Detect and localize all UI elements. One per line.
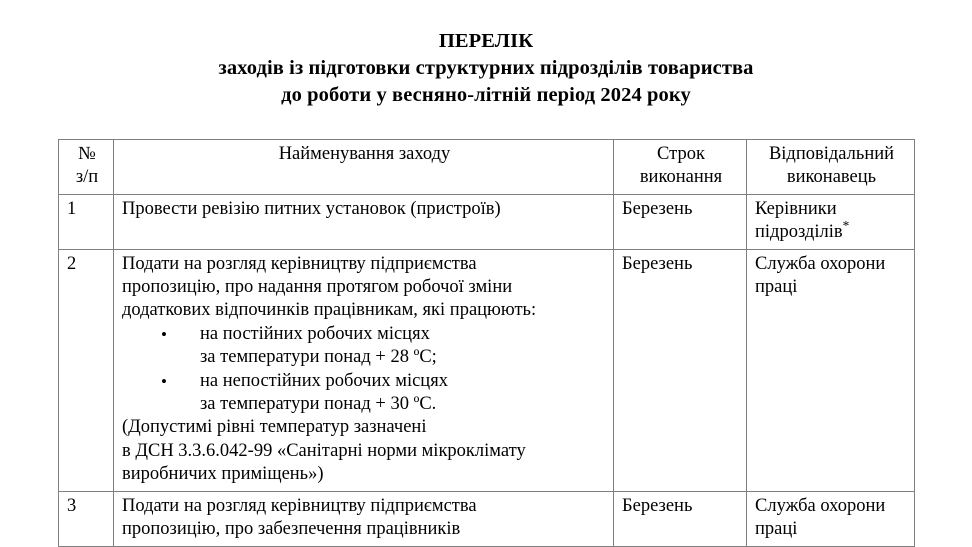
table-body: [59, 194, 915, 546]
responsible-line2-text: підрозділів: [755, 222, 843, 243]
title-line-2: заходів із підготовки структурних підрозділів товариства: [218, 57, 754, 79]
row-responsible: [747, 491, 915, 546]
bullet-line2: за температури понад + 30 ºC.: [200, 394, 437, 415]
column-header-name: [114, 140, 614, 195]
title-line-1: ПЕРЕЛІК: [438, 30, 534, 52]
row-number: 1: [59, 194, 114, 249]
row-measure-name: [114, 194, 614, 249]
measure-note-line: виробничих приміщень»): [122, 464, 324, 485]
table-header: [59, 140, 915, 195]
list-item: [122, 370, 607, 417]
responsible-line2: [755, 218, 908, 244]
row-measure-name: [114, 491, 614, 546]
table-header-row: [59, 140, 915, 195]
measure-text-line: пропозицію, про надання протягом робочої зміни: [122, 277, 513, 298]
row-number: 2: [59, 249, 114, 491]
document-title: [0, 0, 972, 109]
row-measure-name: [114, 249, 614, 491]
footnote-asterisk: *: [842, 218, 850, 234]
responsible-line1: Служба охорони: [755, 495, 886, 516]
measure-text-line: Подати на розгляд керівництву підприємства: [122, 253, 477, 274]
row-responsible: [747, 249, 915, 491]
column-header-responsible: [747, 140, 915, 195]
measures-table: [58, 139, 915, 547]
column-header-term-line1: Строк: [657, 144, 705, 164]
bullet-point-icon: •: [161, 324, 167, 344]
list-item: [122, 323, 607, 370]
responsible-line2: праці: [755, 277, 798, 298]
measure-note-line: (Допустимі рівні температур зазначені: [122, 417, 427, 438]
column-header-responsible-line1: Відповідальний: [768, 144, 895, 164]
bullet-line2: за температури понад + 28 ºC;: [200, 347, 437, 368]
measure-text-line: Подати на розгляд керівництву підприємства: [122, 495, 477, 516]
row-responsible: [747, 194, 915, 249]
row-number: 3: [59, 491, 114, 546]
column-header-number: [59, 140, 114, 195]
table-row: [59, 249, 915, 491]
measure-text-line: додаткових відпочинків працівникам, які працюють:: [122, 300, 537, 321]
row-term: Березень: [614, 491, 747, 546]
row-term: Березень: [614, 249, 747, 491]
column-header-term-line2: виконання: [639, 167, 723, 188]
measure-text-line: пропозицію, про забезпечення працівників: [122, 519, 461, 540]
column-header-name-label: Найменування заходу: [278, 144, 451, 164]
measure-bullet-list: [122, 323, 607, 417]
bullet-line1: на непостійних робочих місцях: [200, 370, 448, 391]
row-term: Березень: [614, 194, 747, 249]
measures-table-container: [58, 139, 914, 547]
bullet-line1: на постійних робочих місцях: [200, 323, 430, 344]
column-header-number-line2: з/п: [75, 167, 99, 188]
column-header-term: [614, 140, 747, 195]
measure-note-line: в ДСН 3.3.6.042-99 «Санітарні норми мікроклімату: [122, 440, 526, 461]
column-header-number-line1: №: [78, 144, 96, 164]
measure-text-line: Провести ревізію питних установок (пристроїв): [122, 198, 501, 219]
responsible-line1: Керівники: [755, 198, 837, 219]
table-row: [59, 491, 915, 546]
title-line-3: до роботи у весняно-літній період 2024 року: [281, 84, 691, 106]
responsible-line2: праці: [755, 519, 798, 540]
responsible-line1: Служба охорони: [755, 253, 886, 274]
column-header-responsible-line2: виконавець: [786, 167, 877, 188]
table-row: [59, 194, 915, 249]
bullet-point-icon: •: [161, 371, 167, 391]
